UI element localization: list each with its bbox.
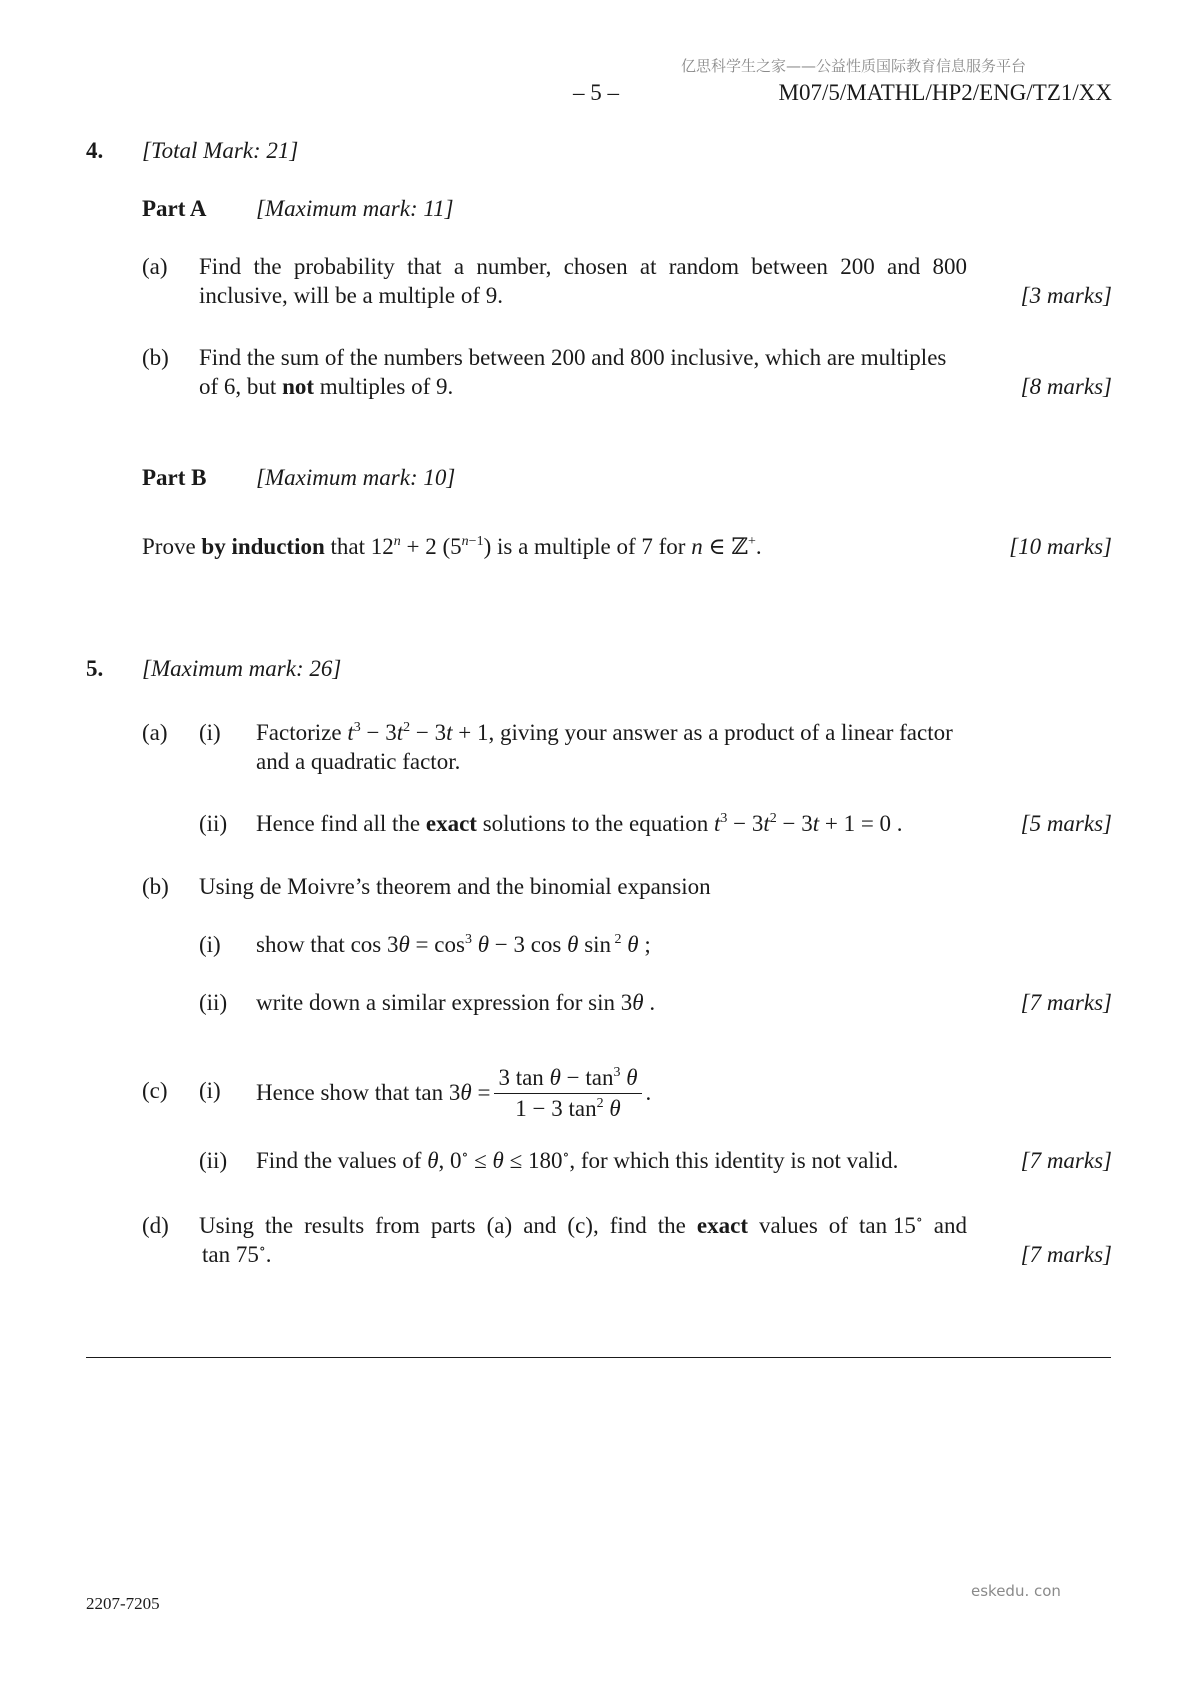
q4b-text-line2: of 6, but not multiples of 9. [199,374,454,399]
q5b-ii-text: write down a similar expression for sin 3θ . [256,990,656,1015]
q4-part-a-label: Part A [142,196,207,221]
q5d-text-line2: tan 75∘. [202,1242,272,1267]
paper-code: M07/5/MATHL/HP2/ENG/TZ1/XX [778,80,1112,105]
q5a-i-text-line2: and a quadratic factor. [256,749,461,774]
q5a-marks: [5 marks] [1020,811,1112,836]
q4-part-b-marks: [10 marks] [1009,534,1112,559]
q4-expression: $12^n + 2$ $(5^{n-1})$ [370,534,492,559]
q4-number: 4. [86,138,104,163]
q4-part-a-max: [Maximum mark: 11] [256,196,454,221]
page-number: – 5 – [573,80,619,105]
q5b-marks: [7 marks] [1020,990,1112,1015]
q5d-marks: [7 marks] [1020,1242,1112,1267]
q4a-label: (a) [142,254,168,279]
q5-max-mark: [Maximum mark: 26] [142,656,342,681]
q5c-marks: [7 marks] [1020,1148,1112,1173]
q5b-ii-label: (ii) [199,990,228,1015]
q5a-ii-text: Hence find all the exact solutions to the equation $t^3 - 3t^2 - 3t + 1 = 0$ . [256,811,903,836]
q5b-intro: Using de Moivre’s theorem and the binomial expansion [199,874,711,899]
section-divider [86,1357,1111,1358]
q5c-label: (c) [142,1078,168,1103]
q5b-label: (b) [142,874,169,899]
q4b-text-line1: Find the sum of the numbers between 200 and 800 inclusive, which are multiples [199,345,947,370]
watermark-top: 亿思科学生之家——公益性质国际教育信息服务平台 [681,57,1027,75]
q5a-label: (a) [142,720,168,745]
q5c-i-label: (i) [199,1078,221,1103]
q5b-i-label: (i) [199,932,221,957]
q4b-marks: [8 marks] [1020,374,1112,399]
q4-total-mark: [Total Mark: 21] [142,138,299,163]
q5c-i-text: Hence show that tan 3θ = $\frac{3 \tan \theta - \tan^3 \theta}{1 - 3 \tan^2 \theta}$ . [256,1058,651,1128]
q5b-i-text: show that $\cos 3\theta = \cos^3 \theta - 3$ cos θ sin $^2$ θ ; [256,932,651,957]
q5a-i-label: (i) [199,720,221,745]
q5a-ii-label: (ii) [199,811,228,836]
q4-part-b-max: [Maximum mark: 10] [256,465,456,490]
q5c-fraction: $\frac{3 \tan \theta - \tan^3 \theta}{1 - 3 \tan^2 \theta}$ [494,1063,641,1124]
watermark-bottom: eskedu. con [971,1582,1061,1600]
q5-number: 5. [86,656,104,681]
q5d-text-line1: Using the results from parts (a) and (c), find the exact values of tan 15∘ and [199,1213,967,1238]
q4a-marks: [3 marks] [1020,283,1112,308]
footer-code: 2207-7205 [86,1594,160,1613]
q4b-label: (b) [142,345,169,370]
q5a-i-text: Factorize $t^3 - 3t^2 - 3t + 1$, giving your answer as a product of a linear factor [256,720,953,745]
q4a-text-line2: inclusive, will be a multiple of 9. [199,283,504,308]
q4-part-b-label: Part B [142,465,207,490]
q5d-label: (d) [142,1213,169,1238]
q5c-ii-text: Find the values of θ, 0∘ ≤ θ ≤ 180∘, for which this identity is not valid. [256,1148,899,1173]
q4-part-b-statement: Prove by induction that $12^n + 2$ $(5^{n-1})$ is a multiple of 7 for n ∈ ℤ+. [142,534,762,559]
q5c-ii-label: (ii) [199,1148,228,1173]
q4a-text-line1: Find the probability that a number, chosen at random between 200 and 800 [199,254,967,279]
